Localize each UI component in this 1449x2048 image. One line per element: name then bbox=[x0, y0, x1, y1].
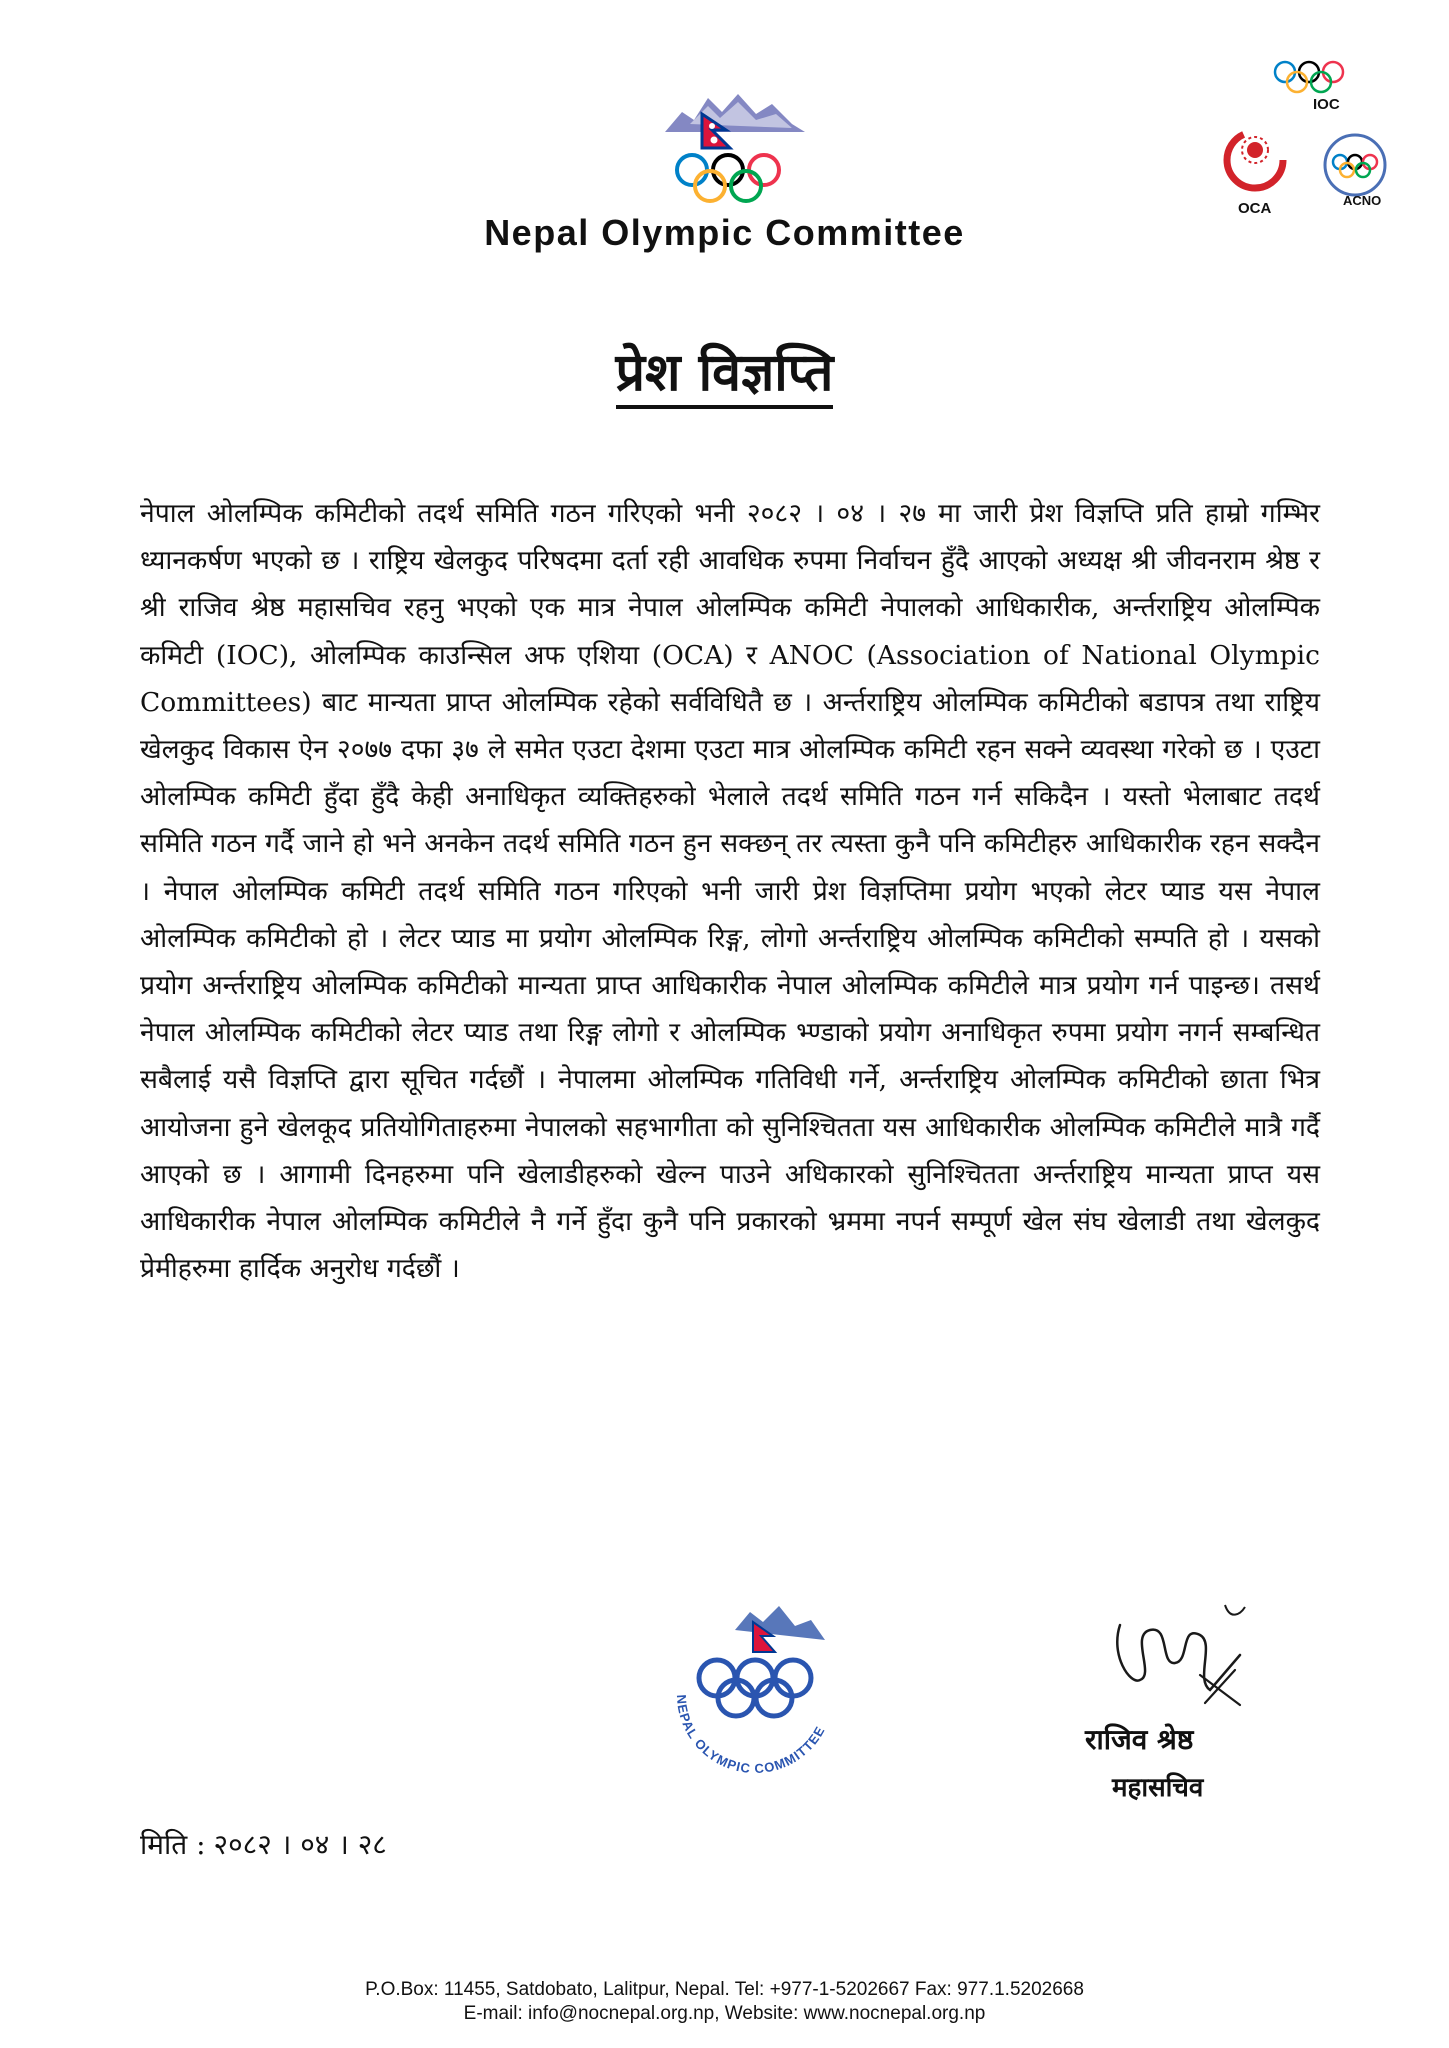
document-title-text: प्रेश विज्ञप्ति bbox=[616, 343, 834, 409]
oca-label: OCA bbox=[1238, 200, 1272, 217]
org-name: Nepal Olympic Committee bbox=[484, 212, 965, 253]
document-title bbox=[0, 335, 1449, 406]
issue-date bbox=[140, 1825, 395, 1863]
affiliation-badges bbox=[1215, 50, 1415, 225]
acno-label: ACNO bbox=[1343, 193, 1382, 208]
footer-address: P.O.Box: 11455, Satdobato, Lalitpur, Nepal. Tel: +977-1-5202667 Fax: 977.1.5202668 bbox=[365, 1979, 1084, 2000]
ioc-rings-icon bbox=[1275, 62, 1343, 92]
footer-email-website: E-mail: info@nocnepal.org.np, Website: www.nocnepal.org.np bbox=[463, 2003, 986, 2024]
oca-emblem-icon bbox=[1227, 132, 1283, 188]
signer-name: राजिव श्रेष्ठ bbox=[1085, 1723, 1194, 1756]
handwritten-signature bbox=[1100, 1585, 1260, 1715]
date-value: २०८२ । ०४ । २८ bbox=[213, 1828, 387, 1861]
seal-text: NEPAL OLYMPIC COMMITTEE bbox=[673, 1694, 828, 1777]
date-label: मिति : bbox=[140, 1828, 206, 1861]
signer-title: महासचिव bbox=[1112, 1773, 1204, 1803]
ioc-label: IOC bbox=[1313, 96, 1340, 113]
press-release-body: नेपाल ओलम्पिक कमिटीको तदर्थ समिति गठन गरिएको भनी २०८२ । ०४ । २७ मा जारी प्रेश विज्ञप्ति प्रति हाम्रो गम्भिर ध्यानकर्षण भएको छ । राष्ट्रिय खेलकुद परिषदमा दर्ता रही आवधिक रुपमा निर्वाचन हुँदै आएको अध्यक्ष श्री जीवनराम श्रेष्ठ र श्री राजिव श्रेष्ठ महासचिव रहनु भएको एक मात्र नेपाल ओलम्पिक कमिटी नेपालको आधिकारीक, अर्न्तराष्ट्रिय ओलम्पिक कमिटी (IOC), ओलम्पिक काउन्सिल अफ एशिया (OCA) र ANOC (Association of National Olympic Committees) बाट मान्यता प्राप्त ओलम्पिक रहेको सर्वविधितै छ । अर्न्तराष्ट्रिय ओलम्पिक कमिटीको बडापत्र तथा राष्ट्रिय खेलकुद विकास ऐन २०७७ दफा ३७ ले समेत एउटा देशमा एउटा मात्र ओलम्पिक कमिटी रहन सक्ने व्यवस्था गरेको छ । एउटा ओलम्पिक कमिटी हुँदा हुँदै केही अनाधिकृत व्यक्तिहरुको भेलाले तदर्थ समिति गठन गर्न सकिदैन । यस्तो भेलाबाट तदर्थ समिति गठन गर्दै जाने हो भने अनकेन तदर्थ समिति गठन हुन सक्छन् तर त्यस्ता कुनै पनि कमिटीहरु आधिकारीक रहन सक्दैन । नेपाल ओलम्पिक कमिटी तदर्थ समिति गठन गरिएको भनी जारी प्रेश विज्ञप्तिमा प्रयोग भएको लेटर प्याड यस नेपाल ओलम्पिक कमिटीको हो । लेटर प्याड मा प्रयोग ओलम्पिक रिङ्ग, लोगो अर्न्तराष्ट्रिय ओलम्पिक कमिटीको सम्पति हो । यसको प्रयोग अर्न्तराष्ट्रिय ओलम्पिक कमिटीको मान्यता प्राप्त आधिकारीक नेपाल ओलम्पिक कमिटीले मात्र प्रयोग गर्न पाइन्छ। तसर्थ नेपाल ओलम्पिक कमिटीको लेटर प्याड तथा रिङ्ग लोगो र ओलम्पिक भ्ण्डाको प्रयोग अनाधिकृत रुपमा प्रयोग नगर्न सम्बन्धित सबैलाई यसै विज्ञप्ति द्वारा सूचित गर्दछौं । नेपालमा ओलम्पिक गतिविधी गर्ने, अर्न्तराष्ट्रिय ओलम्पिक कमिटीको छाता भित्र आयोजना हुने खेलकूद प्रतियोगिताहरुमा नेपालको सहभागीता को सुनिश्चितता यस आधिकारीक ओलम्पिक कमिटीले मात्रै गर्दै आएको छ । आगामी दिनहरुमा पनि खेलाडीहरुको खेल्न पाउने अधिकारको सुनिश्चितता अर्न्तराष्ट्रिय मान्यता प्राप्त यस आधिकारीक नेपाल ओलम्पिक कमिटीले नै गर्ने हुँदा कुनै पनि प्रकारको भ्रममा नपर्न सम्पूर्ण खेल संघ खेलाडी तथा खेलकुद प्रेमीहरुमा हार्दिक अनुरोध गर्दछौं । bbox=[140, 498, 1320, 1285]
nepal-olympic-committee-logo bbox=[660, 90, 810, 210]
official-seal bbox=[655, 1600, 855, 1790]
footer-contact bbox=[0, 1978, 1449, 2026]
acno-emblem-icon bbox=[1325, 135, 1385, 195]
